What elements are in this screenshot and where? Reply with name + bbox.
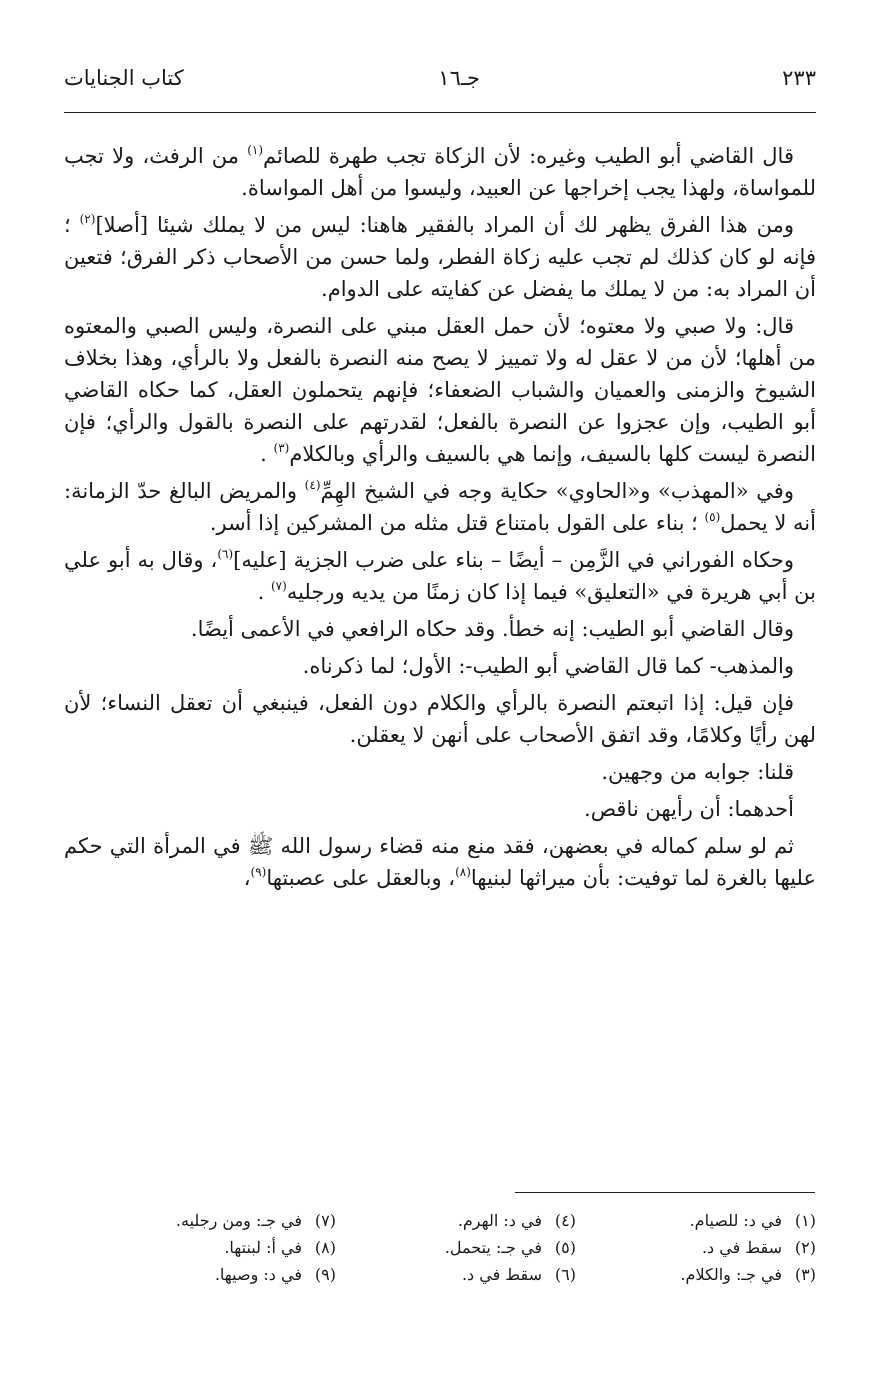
footnote-mark: (٦) <box>554 1265 576 1284</box>
footnote-item <box>576 1235 816 1262</box>
footnote-mark: (٢) <box>794 1238 816 1257</box>
paragraph-text: والمريض البالغ حدّ الزمانة: أنه لا يحمل <box>64 479 816 535</box>
footnote-mark: (٤) <box>554 1211 576 1230</box>
footnote-item <box>576 1208 816 1235</box>
paragraph-text: ؛ بناء على القول بامتناع قتل مثله من المشركين إذا أسر. <box>209 511 705 535</box>
paragraph-text: ؛ فإنه لو كان كذلك لم تجب عليه زكاة الفطر، ولما حسن من الأصحاب ذكر الفرق؛ فتعين أن المراد به: من لا يملك ما يفضل عن كفايته على الدوام. <box>64 213 816 301</box>
paragraph <box>64 310 816 470</box>
footnote-text: في د: الهرم. <box>457 1211 542 1230</box>
main-text <box>64 140 816 899</box>
footnote-text: سقط في د. <box>701 1238 782 1257</box>
running-header <box>64 62 816 102</box>
paragraph-text: ثم لو سلم كماله في بعضهن، فقد منع منه قضاء رسول الله ﷺ في المرأة التي حكم عليها بالغرة لما توفيت: بأن ميراثها لبنيها <box>64 834 816 890</box>
footnote-item <box>576 1262 816 1289</box>
footnote-ref[interactable]: (٨) <box>455 865 471 879</box>
footnote-item <box>96 1235 336 1262</box>
paragraph-text: وقال القاضي أبو الطيب: إنه خطأ. وقد حكاه الرافعي في الأعمى أيضًا. <box>190 617 794 641</box>
footnote-column <box>96 1208 336 1289</box>
footnote-item <box>336 1208 576 1235</box>
footnote-column <box>576 1208 816 1289</box>
footnote-text: في د: وصيها. <box>214 1265 302 1284</box>
footnote-mark: (٥) <box>554 1238 576 1257</box>
paragraph-text: قال القاضي أبو الطيب وغيره: لأن الزكاة تجب طهرة للصائم <box>263 144 794 168</box>
footnote-ref[interactable]: (١) <box>247 143 264 157</box>
footnote-mark: (١) <box>794 1211 816 1230</box>
paragraph <box>64 830 816 894</box>
paragraph-text: . <box>260 442 274 466</box>
paragraph <box>64 209 816 305</box>
paragraph <box>64 793 816 825</box>
footnote-mark: (٩) <box>314 1265 336 1284</box>
paragraph-text: ومن هذا الفرق يظهر لك أن المراد بالفقير هاهنا: ليس من لا يملك شيئا [أصلا] <box>95 213 795 237</box>
footnote-mark: (٨) <box>314 1238 336 1257</box>
footnote-mark: (٧) <box>314 1211 336 1230</box>
paragraph <box>64 650 816 682</box>
paragraph-text: . <box>257 580 271 604</box>
paragraph-text: ، وبالعقل على عصبتها <box>266 866 456 890</box>
paragraph-text: قال: ولا صبي ولا معتوه؛ لأن حمل العقل مبني على النصرة، وليس الصبي والمعتوه من أهلها؛ لأن من لا عقل له ولا تمييز لا يصح منه النصرة بالفعل ولا بالرأي، وهذا بخلاف الشيوخ والزمنى والعميان والشباب الضعفاء؛ فإنهم يتحملون العقل، كما حكاه القاضي أبو الطيب، وإن عجزوا عن النصرة بالفعل؛ لقدرتهم على النصرة بالقول والرأي؛ فإن النصرة ليست كلها بالسيف، وإنما هي بالسيف والرأي وبالكلام <box>64 314 816 466</box>
footnote-ref[interactable]: (٤) <box>304 478 321 492</box>
paragraph-text: قلنا: جوابه من وجهين. <box>601 760 794 784</box>
book-title: كتاب الجنايات <box>64 66 184 90</box>
paragraph <box>64 687 816 751</box>
footnote-divider <box>515 1192 815 1193</box>
paragraph-text: من الرفث، ولا تجب للمواساة، ولهذا يجب إخراجها عن العبيد، وليسوا من أهل المواساة. <box>64 144 816 200</box>
paragraph-text: أحدهما: أن رأيهن ناقص. <box>584 797 794 821</box>
footnote-text: سقط في د. <box>461 1265 542 1284</box>
footnote-item <box>96 1262 336 1289</box>
footnote-ref[interactable]: (٧) <box>270 579 287 593</box>
paragraph-text: وحكاه الفوراني في الزَّمِن – أيضًا – بناء على ضرب الجزية [عليه] <box>233 548 794 572</box>
footnote-ref[interactable]: (٥) <box>704 510 721 524</box>
page-number: ٢٣٣ <box>782 66 816 90</box>
footnote-item <box>336 1235 576 1262</box>
paragraph <box>64 756 816 788</box>
footnote-mark: (٣) <box>794 1265 816 1284</box>
paragraph-text: ، <box>243 866 251 890</box>
paragraph <box>64 140 816 204</box>
paragraph <box>64 544 816 608</box>
footnote-text: في جـ: ومن رجليه. <box>175 1211 302 1230</box>
paragraph <box>64 613 816 645</box>
paragraph-text: والمذهب- كما قال القاضي أبو الطيب-: الأول؛ لما ذكرناه. <box>302 654 794 678</box>
footnote-text: في جـ: والكلام. <box>680 1265 782 1284</box>
footnote-item <box>336 1262 576 1289</box>
footnote-text: في جـ: يتحمل. <box>444 1238 542 1257</box>
header-divider <box>64 112 816 113</box>
footnote-ref[interactable]: (٢) <box>79 212 96 226</box>
footnote-text: في أ: لبنتها. <box>224 1238 302 1257</box>
footnote-item <box>96 1208 336 1235</box>
volume-label: جـ١٦ <box>438 66 480 90</box>
footnote-ref[interactable]: (٩) <box>250 865 267 879</box>
footnote-ref[interactable]: (٣) <box>273 441 290 455</box>
paragraph-text: ، وقال به أبو علي بن أبي هريرة في «التعليق» فيما إذا كان زمنًا من يديه ورجليه <box>64 548 816 604</box>
footnote-column <box>336 1208 576 1289</box>
paragraph <box>64 475 816 539</box>
paragraph-text: وفي «المهذب» و«الحاوي» حكاية وجه في الشيخ الهِمِّ <box>320 479 794 503</box>
footnote-text: في د: للصيام. <box>689 1211 782 1230</box>
paragraph-text: فإن قيل: إذا اتبعتم النصرة بالرأي والكلام دون الفعل، فينبغي أن تعقل النساء؛ لأن لهن رأيًا وكلامًا، وقد اتفق الأصحاب على أنهن لا يعقلن. <box>64 691 816 747</box>
footnote-ref[interactable]: (٦) <box>217 547 234 561</box>
